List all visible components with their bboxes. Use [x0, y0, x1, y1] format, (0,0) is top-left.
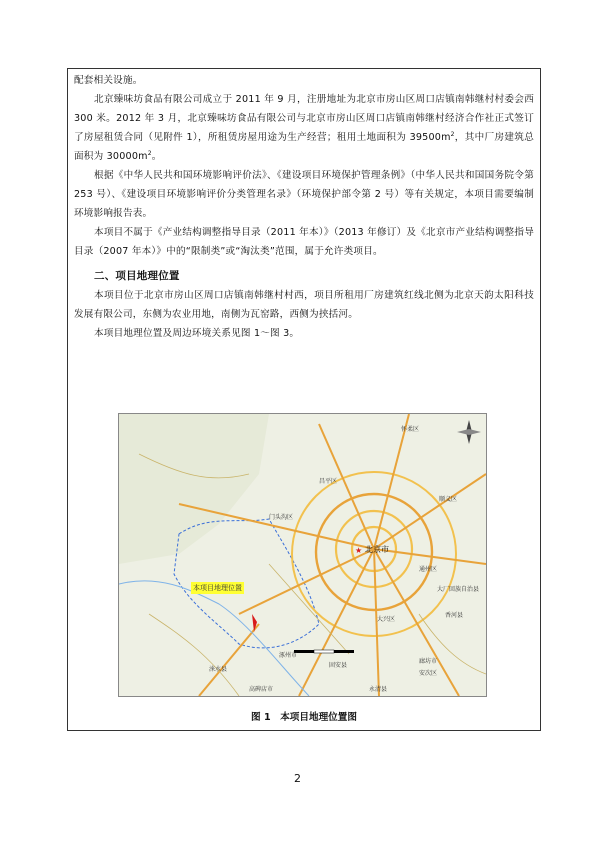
- town-label: 门头沟区: [269, 514, 294, 521]
- p1-sup: 2: [450, 130, 455, 138]
- town-label: 大兴区: [377, 616, 396, 623]
- project-location-label: 本项目地理位置: [193, 584, 242, 592]
- town-label: 廊坊市: [419, 658, 438, 665]
- page-number: 2: [294, 772, 301, 785]
- town-label: 涞水县: [209, 666, 228, 673]
- section-paragraph-1: 本项目位于北京市房山区周口店镇南韩继村村西，项目所租用厂房建筑红线北侧为北京天韵太阳科技发展有限公司，东侧为农业用地，南侧为瓦窑路，西侧为挟括河。: [74, 290, 534, 320]
- paragraph-3: 本项目不属于《产业结构调整指导目录（2011 年本）》（2013 年修订）及《北京市产业结构调整指导目录（2007 年本）》中的“限制类”或“淘汰类”范围，属于允许类项目。: [74, 227, 534, 257]
- town-label: 大厂回族自治县: [437, 586, 480, 593]
- paragraph-2: 根据《中华人民共和国环境影响评价法》、《建设项目环境保护管理条例》（中华人民共和国国务院令第 253 号）、《建设项目环境影响评价分类管理名录》（环境保护部令第 2 号）等有关规定，本项目需要编制环境影响报告表。: [74, 170, 534, 219]
- town-label: 顺义区: [439, 496, 458, 503]
- town-label: 香河县: [445, 612, 464, 619]
- p1-end: 。: [151, 151, 162, 162]
- location-map: [118, 413, 487, 697]
- town-label: 昌平区: [319, 478, 338, 485]
- city-label: 北京市: [365, 545, 389, 554]
- town-label: 怀柔区: [401, 426, 420, 433]
- capital-star-icon: ★: [355, 546, 363, 555]
- p1-sup2: 2: [147, 149, 152, 157]
- town-label: 通州区: [419, 566, 438, 573]
- paragraph-1: [74, 90, 534, 166]
- town-label: 固安县: [329, 662, 348, 669]
- town-label: 永清县: [369, 686, 388, 693]
- body-text: [74, 71, 534, 343]
- map-svg: [119, 414, 486, 696]
- figure-caption: 图 1 本项目地理位置图: [251, 712, 357, 723]
- content-frame: [67, 68, 541, 731]
- town-label: 高碑店市: [249, 686, 274, 693]
- paragraph-0: 配套相关设施。: [74, 75, 143, 86]
- town-label: 安次区: [419, 670, 438, 677]
- section-heading: 二、项目地理位置: [94, 270, 180, 282]
- p1-mid: ，其中厂房建筑总面积为 30000m: [74, 132, 534, 162]
- p1-text: 北京臻味坊食品有限公司成立于 2011 年 9 月，注册地址为北京市房山区周口店镇南韩继村村委会西 300 米。2012 年 3 月，北京臻味坊食品有限公司与北京市房山区周口店镇南韩继村经济合作社正式签订了房屋租赁合同（见附件 1），所租赁房屋用途为生产经营；租用土地面积为 39500m: [74, 94, 534, 143]
- section-paragraph-2: 本项目地理位置及周边环境关系见图 1～图 3。: [94, 328, 300, 339]
- scale-bar: [294, 650, 354, 653]
- town-label: 涿州市: [279, 652, 298, 659]
